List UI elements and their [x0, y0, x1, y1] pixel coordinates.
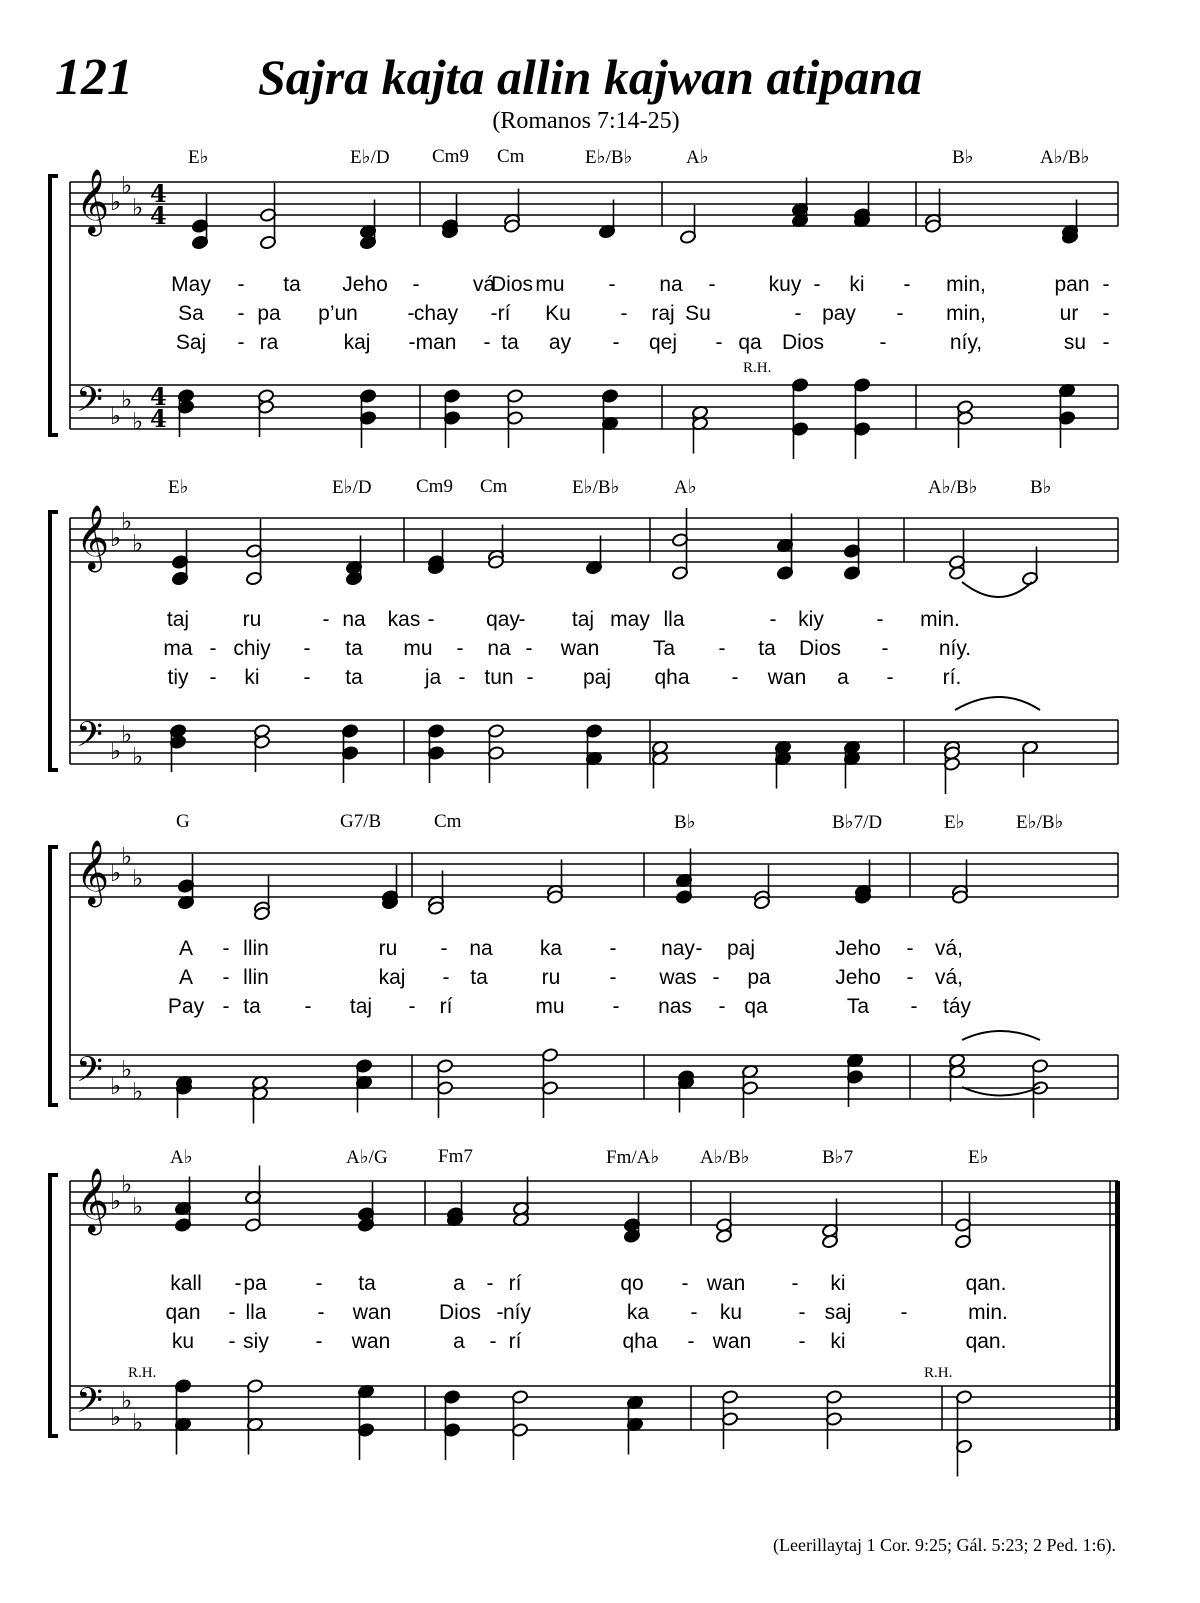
chord-symbol: A♭/B♭ — [1040, 147, 1090, 168]
lyric-syllable: - — [496, 1301, 504, 1324]
lyric-syllable: - — [903, 273, 911, 296]
lyric-syllable: - — [794, 302, 802, 325]
lyric-syllable: - — [1102, 331, 1110, 354]
chord-symbol: Fm7 — [438, 1146, 473, 1167]
chord-symbol: A♭/B♭ — [928, 477, 978, 498]
lyric-syllable: níy — [502, 1301, 532, 1324]
lyric-syllable: wan — [560, 637, 600, 660]
lyric-syllable: - — [1102, 302, 1110, 325]
chord-symbol: E♭ — [968, 1147, 989, 1168]
key-flat-icon: ♭ — [132, 742, 144, 771]
lyric-syllable: taj — [349, 995, 373, 1018]
chord-symbol: E♭/D — [332, 477, 372, 498]
lyric-syllable: níy, — [949, 331, 983, 354]
lyric-syllable: na — [469, 937, 493, 960]
lyric-syllable: na — [342, 608, 366, 631]
lyric-syllable: taj — [166, 608, 190, 631]
chord-symbol: A♭ — [674, 477, 697, 498]
chord-symbol: B♭7/D — [832, 812, 883, 833]
lyric-syllable: - — [526, 666, 534, 689]
lyric-syllable: na — [487, 637, 511, 660]
lyric-syllable: - — [813, 273, 821, 296]
lyric-syllable: - — [695, 937, 703, 960]
lyric-syllable: - — [440, 937, 448, 960]
chord-symbol: Cm — [434, 811, 462, 832]
lyric-syllable: - — [525, 637, 533, 660]
lyric-syllable: ma — [163, 637, 193, 660]
lyric-syllable: - — [608, 273, 616, 296]
lyric-syllable: man — [415, 331, 457, 354]
lyric-syllable: - — [490, 302, 498, 325]
bass-clef-icon: 𝄢 — [76, 714, 104, 763]
lyric-syllable: - — [769, 608, 777, 631]
lyric-syllable: - — [906, 937, 914, 960]
lyric-syllable: Ta — [652, 637, 676, 660]
lyric-syllable: - — [228, 1301, 236, 1324]
lyric-syllable: paj — [726, 937, 756, 960]
tie-slur — [962, 1031, 1040, 1040]
lyric-syllable: - — [234, 1272, 242, 1295]
lyric-syllable: ku — [719, 1301, 743, 1324]
lyric-syllable: wan — [352, 1301, 392, 1324]
key-flat-icon: ♭ — [121, 1386, 133, 1415]
lyric-syllable: vá, — [934, 937, 964, 960]
lyric-syllable: - — [896, 302, 904, 325]
lyric-syllable: rí — [508, 1272, 522, 1295]
key-flat-icon: ♭ — [110, 188, 122, 216]
system-bracket — [50, 1175, 58, 1436]
lyric-syllable: ra — [259, 331, 279, 354]
lyric-syllable: - — [322, 608, 330, 631]
lyric-syllable: - — [317, 1301, 325, 1324]
system-bracket — [50, 847, 58, 1105]
lyric-syllable: ta — [501, 331, 519, 354]
lyric-syllable: Pay — [167, 995, 205, 1018]
scripture-reference: (Leerillaytaj 1 Cor. 9:25; Gál. 5:23; 2 Ped. 1:6). — [773, 1535, 1116, 1555]
system-bracket — [50, 176, 58, 435]
lyric-syllable: mu — [535, 273, 565, 296]
lyric-syllable: mu — [535, 995, 565, 1018]
lyric-syllable: qay — [486, 608, 520, 631]
chord-symbol: A♭ — [170, 1147, 193, 1168]
lyric-syllable: vá, — [934, 966, 964, 989]
key-flat-icon: ♭ — [121, 507, 133, 536]
key-flat-icon: ♭ — [132, 407, 144, 436]
bass-clef-icon: 𝄢 — [76, 379, 104, 428]
lyric-syllable: nay — [661, 937, 695, 960]
lyric-syllable: rí — [508, 1330, 522, 1353]
final-barline-thick — [1115, 1181, 1120, 1430]
lyric-syllable: ku — [171, 1330, 195, 1353]
lyric-syllable: ta — [345, 666, 363, 689]
tie-slur — [955, 697, 1040, 710]
lyric-syllable: - — [718, 637, 726, 660]
lyric-syllable: - — [486, 1272, 494, 1295]
key-flat-icon: ♭ — [132, 1192, 144, 1221]
key-flat-icon: ♭ — [121, 842, 133, 871]
lyric-syllable: - — [886, 666, 894, 689]
treble-clef-icon: 𝄞 — [76, 840, 110, 905]
lyric-syllable: ki — [849, 273, 865, 296]
lyric-syllable: kiy — [798, 608, 824, 631]
lyric-syllable: Ku — [545, 302, 571, 325]
lyric-syllable: - — [237, 331, 245, 354]
lyric-syllable: min. — [968, 1301, 1008, 1324]
chord-symbol: B♭ — [952, 147, 974, 168]
chord-symbol: Cm — [497, 146, 525, 167]
lyric-syllable: wan — [712, 1330, 752, 1353]
lyric-syllable: - — [209, 666, 217, 689]
chord-symbol: G7/B — [340, 811, 382, 832]
key-flat-icon: ♭ — [110, 402, 122, 430]
lyric-syllable: kuy — [768, 273, 802, 296]
lyric-syllable: - — [681, 1272, 689, 1295]
lyric-syllable: - — [412, 273, 420, 296]
lyric-syllable: - — [442, 966, 450, 989]
lyric-syllable: Dios — [438, 1301, 482, 1324]
treble-clef-icon: 𝄞 — [76, 169, 110, 234]
lyric-syllable: raj — [651, 302, 675, 325]
lyric-syllable: Ta — [846, 995, 870, 1018]
lyric-syllable: - — [910, 995, 918, 1018]
lyric-syllable: - — [798, 1330, 806, 1353]
treble-clef-icon: 𝄞 — [76, 505, 110, 570]
lyric-syllable: A — [178, 966, 194, 989]
lyric-syllable: ta — [358, 1272, 376, 1295]
lyric-syllable: ki — [830, 1272, 846, 1295]
lyric-syllable: ru — [541, 966, 561, 989]
key-flat-icon: ♭ — [132, 193, 144, 222]
lyric-syllable: - — [612, 331, 620, 354]
lyric-syllable: - — [1102, 273, 1110, 296]
lyric-syllable: ta — [470, 966, 488, 989]
lyric-syllable: - — [222, 937, 230, 960]
lyric-syllable: - — [881, 637, 889, 660]
lyric-syllable: ki — [830, 1330, 846, 1353]
chord-symbol: Cm9 — [416, 476, 453, 497]
key-flat-icon: ♭ — [121, 720, 133, 749]
lyric-syllable: a — [453, 1330, 465, 1353]
lyric-syllable: a — [837, 666, 849, 689]
lyric-syllable: Dios — [798, 637, 842, 660]
lyric-syllable: ur — [1059, 302, 1079, 325]
lyric-syllable: Saj — [175, 331, 207, 354]
lyric-syllable: - — [303, 637, 311, 660]
lyric-syllable: - — [408, 331, 416, 354]
lyric-syllable: - — [609, 966, 617, 989]
lyric-syllable: lla — [245, 1301, 267, 1324]
lyric-syllable: tun — [484, 666, 514, 689]
lyric-syllable: min. — [920, 608, 960, 631]
lyric-syllable: - — [228, 1330, 236, 1353]
lyric-syllable: - — [715, 331, 723, 354]
lyric-syllable: ki — [244, 666, 260, 689]
chord-symbol: E♭ — [168, 477, 189, 498]
key-flat-icon: ♭ — [121, 171, 133, 200]
rh-label: R.H. — [924, 1365, 953, 1381]
chord-symbol: E♭/D — [350, 147, 390, 168]
lyric-syllable: - — [900, 1301, 908, 1324]
lyric-syllable: ay — [548, 331, 572, 354]
lyric-syllable: nas — [658, 995, 692, 1018]
key-flat-icon: ♭ — [132, 529, 144, 558]
lyric-syllable: - — [690, 1301, 698, 1324]
chord-symbol: B♭ — [674, 812, 696, 833]
chord-symbol: E♭/B♭ — [572, 477, 620, 498]
lyric-syllable: paj — [582, 666, 612, 689]
lyric-syllable: - — [791, 1272, 799, 1295]
lyric-syllable: - — [731, 666, 739, 689]
lyric-syllable: min, — [946, 302, 986, 325]
lyric-syllable: A — [178, 937, 194, 960]
lyric-syllable: na — [659, 273, 683, 296]
key-flat-icon: ♭ — [132, 1077, 144, 1106]
lyric-syllable: p’un — [318, 302, 358, 325]
lyric-syllable: taj — [571, 608, 595, 631]
chord-symbol: B♭7 — [822, 1147, 854, 1168]
time-signature-bottom: 4 — [150, 404, 167, 433]
time-signature-top: 4 — [150, 382, 167, 411]
lyric-syllable: siy — [243, 1330, 269, 1353]
lyric-syllable: a — [453, 1272, 465, 1295]
chord-symbol: Fm/A♭ — [606, 1147, 660, 1168]
bass-clef-icon: 𝄢 — [76, 1049, 104, 1098]
key-flat-icon: ♭ — [132, 1408, 144, 1437]
lyric-syllable: - — [237, 302, 245, 325]
lyric-syllable: chiy — [233, 637, 271, 660]
hymn-title: Sajra kajta allin kajwan atipana — [258, 49, 923, 105]
lyric-syllable: wan — [767, 666, 807, 689]
lyric-syllable: tiy — [167, 666, 189, 689]
lyric-syllable: - — [483, 331, 491, 354]
lyric-syllable: saj — [824, 1301, 852, 1324]
lyric-syllable: kaj — [343, 331, 371, 354]
lyric-syllable: Jeho — [835, 937, 881, 960]
lyric-syllable: wan — [706, 1272, 746, 1295]
lyric-syllable: - — [408, 995, 416, 1018]
rh-label: R.H. — [128, 1365, 157, 1381]
lyric-syllable: - — [458, 666, 466, 689]
lyric-syllable: - — [222, 966, 230, 989]
lyric-syllable: llin — [243, 966, 269, 989]
time-signature-top: 4 — [150, 179, 167, 208]
key-flat-icon: ♭ — [121, 385, 133, 414]
lyric-syllable: pa — [747, 966, 771, 989]
lyric-syllable: - — [209, 637, 217, 660]
lyric-syllable: táy — [942, 995, 972, 1018]
lyric-syllable: qa — [738, 331, 762, 354]
lyric-syllable: níy. — [938, 637, 972, 660]
lyric-syllable: - — [518, 608, 526, 631]
lyric-syllable: qo — [620, 1272, 644, 1295]
lyric-syllable: chay — [413, 302, 459, 325]
lyric-syllable: - — [687, 1330, 695, 1353]
lyric-syllable: - — [708, 273, 716, 296]
lyric-syllable: kaj — [378, 966, 406, 989]
lyric-syllable: kas — [387, 608, 421, 631]
lyric-syllable: - — [876, 608, 884, 631]
chord-symbol: A♭/B♭ — [700, 1147, 750, 1168]
tie-slur — [962, 582, 1032, 597]
key-flat-icon: ♭ — [110, 1403, 122, 1431]
lyric-syllable: - — [427, 608, 435, 631]
lyric-syllable: - — [315, 1330, 323, 1353]
lyric-syllable: was — [659, 966, 697, 989]
lyric-syllable: su — [1063, 331, 1087, 354]
lyric-syllable: - — [489, 1330, 497, 1353]
lyric-syllable: - — [879, 331, 887, 354]
lyric-syllable: kall — [170, 1272, 202, 1295]
chord-symbol: B♭ — [1030, 477, 1052, 498]
lyric-syllable: pan — [1054, 273, 1090, 296]
key-flat-icon: ♭ — [121, 1055, 133, 1084]
hymn-number: 121 — [55, 49, 133, 106]
lyric-syllable: May — [171, 273, 211, 296]
lyric-syllable: qej — [648, 331, 678, 354]
lyric-syllable: qha — [654, 666, 690, 689]
lyric-syllable: - — [712, 966, 720, 989]
lyric-syllable: - — [456, 637, 464, 660]
lyric-syllable: - — [906, 966, 914, 989]
chord-symbol: A♭/G — [346, 1147, 388, 1168]
lyric-syllable: ka — [539, 937, 563, 960]
lyric-syllable: may — [610, 608, 650, 631]
lyric-syllable: mu — [403, 637, 433, 660]
chord-symbol: E♭/B♭ — [585, 147, 633, 168]
key-flat-icon: ♭ — [132, 864, 144, 893]
lyric-syllable: - — [612, 995, 620, 1018]
lyric-syllable: rí — [497, 302, 511, 325]
lyric-syllable: lla — [663, 608, 685, 631]
lyric-syllable: ta — [758, 637, 776, 660]
lyric-syllable: ta — [283, 273, 301, 296]
chord-symbol: Cm — [480, 476, 508, 497]
lyric-syllable: qa — [744, 995, 768, 1018]
lyric-syllable: Jeho — [342, 273, 388, 296]
key-flat-icon: ♭ — [110, 1072, 122, 1100]
lyric-syllable: wan — [351, 1330, 391, 1353]
lyric-syllable: ka — [626, 1301, 650, 1324]
chord-symbol: E♭ — [944, 812, 965, 833]
hymn-subtitle: (Romanos 7:14-25) — [492, 108, 680, 134]
key-flat-icon: ♭ — [121, 1170, 133, 1199]
lyric-syllable: - — [222, 995, 230, 1018]
lyric-syllable: Dios — [781, 331, 825, 354]
key-flat-icon: ♭ — [110, 737, 122, 765]
lyric-syllable: vá — [472, 273, 496, 296]
lyric-syllable: pa — [243, 1272, 267, 1295]
key-flat-icon: ♭ — [110, 1187, 122, 1215]
lyric-syllable: ta — [243, 995, 261, 1018]
lyric-syllable: ru — [242, 608, 262, 631]
lyric-syllable: - — [237, 273, 245, 296]
lyric-syllable: - — [609, 937, 617, 960]
chord-symbol: E♭/B♭ — [1016, 812, 1064, 833]
lyric-syllable: Sa — [178, 302, 204, 325]
lyric-syllable: - — [620, 302, 628, 325]
lyric-syllable: qan. — [965, 1330, 1007, 1353]
treble-clef-icon: 𝄞 — [76, 1168, 110, 1233]
rh-label: R.H. — [743, 360, 772, 376]
lyric-syllable: - — [304, 995, 312, 1018]
system-bracket — [50, 512, 58, 770]
lyric-syllable: llin — [243, 937, 269, 960]
lyric-syllable: pa — [257, 302, 281, 325]
lyric-syllable: - — [407, 302, 415, 325]
time-signature-bottom: 4 — [150, 201, 167, 230]
lyric-syllable: ja — [424, 666, 442, 689]
lyric-syllable: qha — [622, 1330, 658, 1353]
key-flat-icon: ♭ — [110, 859, 122, 887]
lyric-syllable: ru — [378, 937, 398, 960]
lyric-syllable: qan — [165, 1301, 201, 1324]
lyric-syllable: rí — [439, 995, 453, 1018]
lyric-syllable: qan. — [965, 1272, 1007, 1295]
key-flat-icon: ♭ — [110, 524, 122, 552]
lyric-syllable: - — [718, 995, 726, 1018]
lyric-syllable: min, — [946, 273, 986, 296]
chord-symbol: E♭ — [188, 147, 209, 168]
lyric-syllable: Su — [685, 302, 711, 325]
lyric-syllable: ta — [345, 637, 363, 660]
lyric-syllable: Jeho — [835, 966, 881, 989]
chord-symbol: A♭ — [686, 147, 709, 168]
chord-symbol: Cm9 — [432, 146, 469, 167]
lyric-syllable: Dios — [490, 273, 534, 296]
lyric-syllable: - — [315, 1272, 323, 1295]
lyric-syllable: - — [303, 666, 311, 689]
chord-symbol: G — [176, 811, 190, 832]
lyric-syllable: pay — [822, 302, 856, 325]
lyric-syllable: - — [798, 1301, 806, 1324]
lyric-syllable: rí. — [942, 666, 962, 689]
bass-clef-icon: 𝄢 — [76, 1380, 104, 1429]
